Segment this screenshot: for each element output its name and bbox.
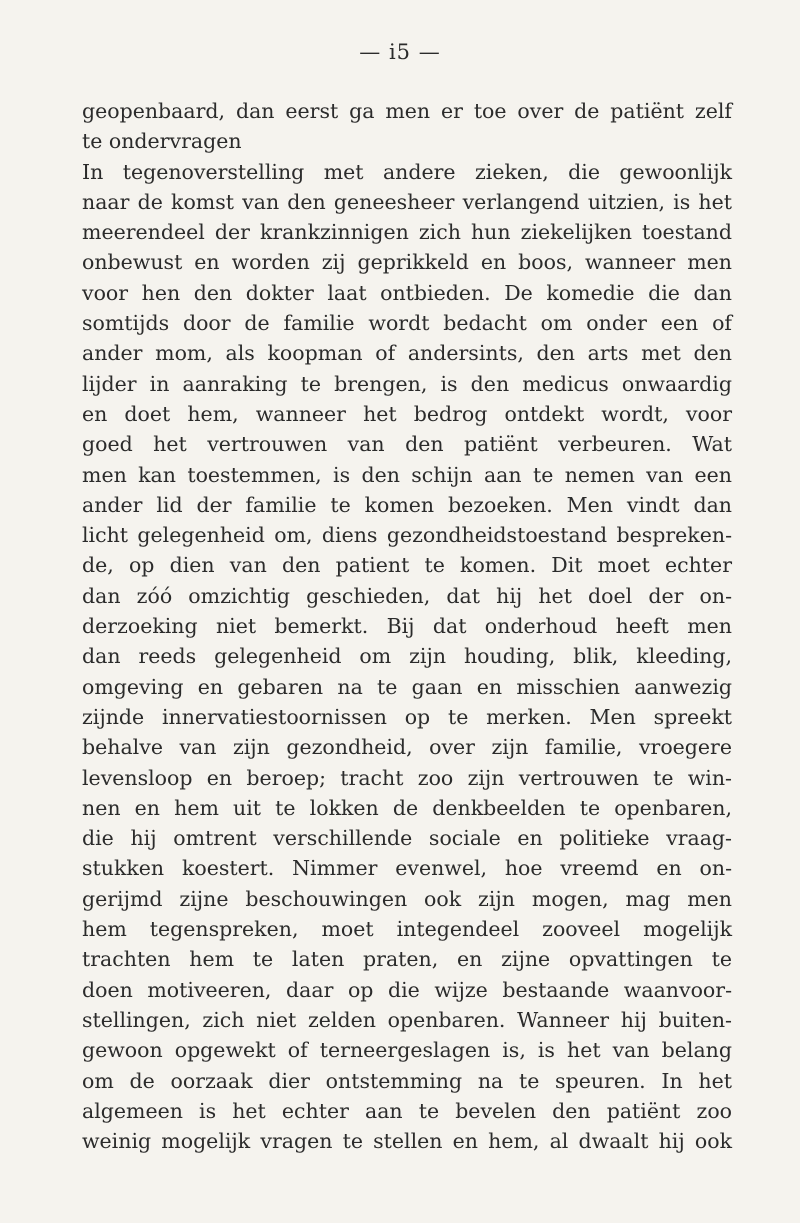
text-line: somtijds door de familie wordt bedacht om onder een of: [82, 311, 732, 336]
text-line: naar de komst van den geneesheer verlangend uitzien, is het: [82, 189, 732, 214]
text-line: de, op dien van den patient te komen. Dit moet echter: [82, 553, 732, 578]
text-line: ander lid der familie te komen bezoeken. Men vindt dan: [82, 492, 732, 517]
text-line: algemeen is het echter aan te bevelen den patiënt zoo: [82, 1098, 732, 1123]
text-line: nen en hem uit te lokken de denkbeelden te openbaren,: [82, 795, 732, 820]
text-line: doen motiveeren, daar op die wijze bestaande waanvoor-: [82, 977, 732, 1002]
text-line: te ondervragen: [82, 129, 242, 154]
text-line: men kan toestemmen, is den schijn aan te nemen van een: [82, 462, 732, 487]
text-line: trachten hem te laten praten, en zijne opvattingen te: [82, 947, 732, 972]
text-line: levensloop en beroep; tracht zoo zijn vertrouwen te win-: [82, 765, 732, 790]
text-line: licht gelegenheid om, diens gezondheidstoestand bespreken-: [82, 523, 732, 548]
text-line: In tegenoverstelling met andere zieken, die gewoonlijk: [82, 159, 732, 184]
text-line: dan reeds gelegenheid om zijn houding, blik, kleeding,: [82, 644, 732, 669]
text-line: ander mom, als koopman of andersints, den arts met den: [82, 341, 732, 366]
text-line: stellingen, zich niet zelden openbaren. Wanneer hij buiten-: [82, 1007, 732, 1032]
body-text: [82, 96, 732, 1156]
text-line: gerijmd zijne beschouwingen ook zijn mogen, mag men: [82, 886, 732, 911]
text-line: lijder in aanraking te brengen, is den medicus onwaardig: [82, 371, 732, 396]
text-line: stukken koestert. Nimmer evenwel, hoe vreemd en on-: [82, 856, 732, 881]
text-line: om de oorzaak dier ontstemming na te speuren. In het: [82, 1068, 732, 1093]
text-line: dan zóó omzichtig geschieden, dat hij het doel der on-: [82, 583, 732, 608]
text-line: meerendeel der krankzinnigen zich hun ziekelijken toestand: [82, 220, 732, 245]
text-line: goed het vertrouwen van den patiënt verbeuren. Wat: [82, 432, 732, 457]
text-line: geopenbaard, dan eerst ga men er toe over de patiënt zelf: [82, 99, 732, 123]
text-line: derzoeking niet bemerkt. Bij dat onderhoud heeft men: [82, 614, 732, 639]
text-line: en doet hem, wanneer het bedrog ontdekt wordt, voor: [82, 401, 732, 426]
text-line: omgeving en gebaren na te gaan en misschien aanwezig: [82, 674, 732, 699]
text-line: hem tegenspreken, moet integendeel zooveel mogelijk: [82, 917, 732, 942]
text-line: weinig mogelijk vragen te stellen en hem, al dwaalt hij ook: [82, 1129, 732, 1154]
text-line: behalve van zijn gezondheid, over zijn familie, vroegere: [82, 735, 732, 760]
text-line: voor hen den dokter laat ontbieden. De komedie die dan: [82, 280, 732, 305]
text-line: gewoon opgewekt of terneergeslagen is, is het van belang: [82, 1038, 732, 1063]
text-line: zijnde innervatiestoornissen op te merken. Men spreekt: [82, 704, 732, 729]
text-line: die hij omtrent verschillende sociale en politieke vraag-: [82, 826, 732, 851]
text-line: onbewust en worden zij geprikkeld en boos, wanneer men: [82, 250, 732, 275]
page-number: — i5 —: [359, 40, 441, 64]
